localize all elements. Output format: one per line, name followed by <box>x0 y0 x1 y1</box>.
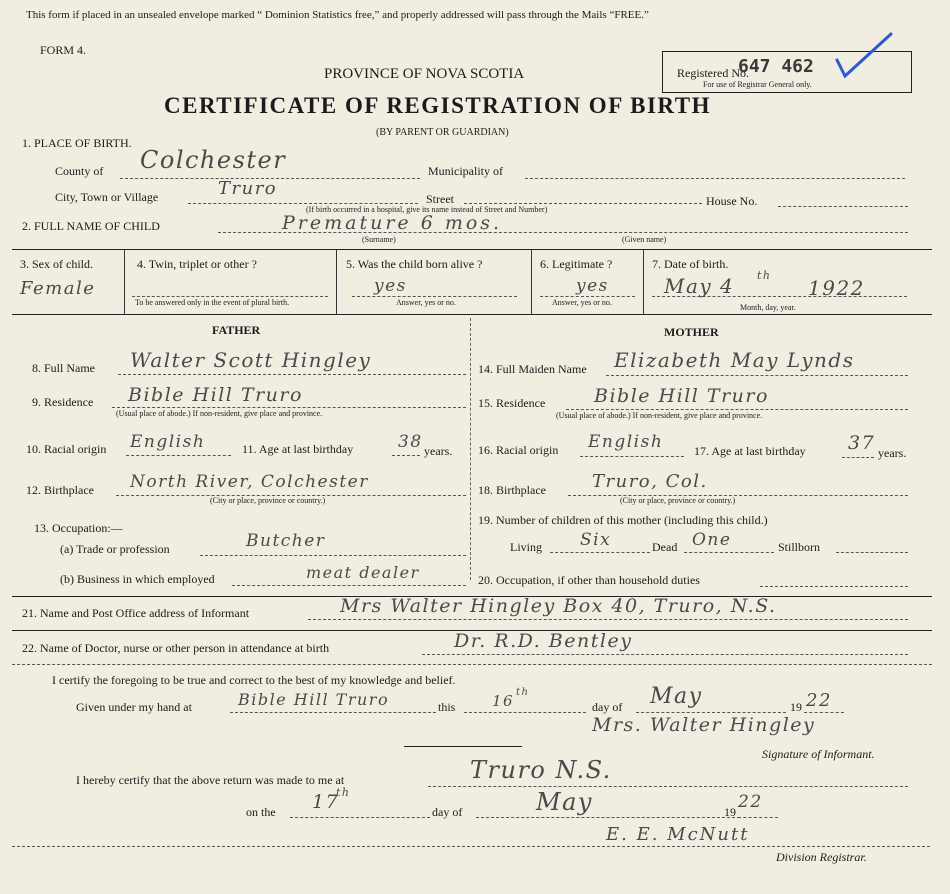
father-residence-label: 9. Residence <box>32 395 94 409</box>
given-place-value: Bible Hill Truro <box>238 690 390 709</box>
mother-age-value: 37 <box>848 432 876 454</box>
mother-residence-note: (Usual place of abode.) If non-resident, give place and province. <box>556 411 763 420</box>
house-label: House No. <box>706 194 758 208</box>
stillborn-line <box>836 552 908 553</box>
mother-birthplace-label: 18. Birthplace <box>478 483 546 497</box>
business-value: meat dealer <box>306 563 420 582</box>
row-divider <box>12 314 932 315</box>
mother-heading: MOTHER <box>664 325 719 339</box>
trade-value: Butcher <box>246 531 326 551</box>
municipality-line <box>525 178 905 179</box>
doctor-line <box>422 654 908 655</box>
given-place-line <box>230 712 436 713</box>
street-note: (If birth occurred in a hospital, give its name instead of Street and Number) <box>306 205 548 214</box>
place-of-birth-label: 1. PLACE OF BIRTH. <box>22 136 132 150</box>
mail-notice: This form if placed in an unsealed envelope marked “ Dominion Statistics free,” and properly addressed will pass through the Mails “FREE.” <box>26 9 649 21</box>
registrar-day-line <box>290 817 430 818</box>
col-divider <box>643 249 644 314</box>
given-year-value: 22 <box>806 690 832 711</box>
registrar-statement: I hereby certify that the above return was made to me at <box>76 773 345 787</box>
informant-line <box>308 619 908 620</box>
mother-residence-label: 15. Residence <box>478 396 546 410</box>
mother-racial-label: 16. Racial origin <box>478 443 559 457</box>
doctor-label: 22. Name of Doctor, nurse or other person in attendance at birth <box>22 641 330 655</box>
twin-label: 4. Twin, triplet or other ? <box>137 257 257 271</box>
dead-line <box>684 552 774 553</box>
mother-racial-value: English <box>588 432 664 452</box>
registrar-signature-line <box>12 846 930 847</box>
parents-divider <box>470 318 471 580</box>
registrar-day-value: 17 <box>312 791 340 813</box>
business-line <box>232 585 466 586</box>
father-residence-line <box>112 407 466 408</box>
registrar-year-prefix: 19 <box>724 805 736 819</box>
legitimate-line <box>540 296 635 297</box>
given-name-note: (Given name) <box>622 235 667 244</box>
alive-note: Answer, yes or no. <box>396 298 456 307</box>
given-day-line <box>464 712 586 713</box>
legitimate-label: 6. Legitimate ? <box>540 257 613 271</box>
form-number: FORM 4. <box>40 43 87 57</box>
alive-value: yes <box>374 276 407 296</box>
given-label: Given under my hand at <box>76 700 192 714</box>
registrar-place-line <box>428 786 908 787</box>
father-age-line <box>392 455 420 456</box>
given-day-of-label: day of <box>592 700 623 714</box>
registrar-signature-label: Division Registrar. <box>776 850 867 864</box>
registrar-month-value: May <box>536 788 593 816</box>
father-birthplace-note: (City or place, province or country.) <box>210 496 326 505</box>
registrar-place-value: Truro N.S. <box>470 756 612 784</box>
father-name-label: 8. Full Name <box>32 361 95 375</box>
father-years-label: years. <box>424 444 453 458</box>
doctor-value: Dr. R.D. Bentley <box>454 630 633 652</box>
father-residence-note: (Usual place of abode.) If non-resident, give place and province. <box>116 409 323 418</box>
trade-label: (a) Trade or profession <box>60 542 170 556</box>
certificate-subtitle: (BY PARENT OR GUARDIAN) <box>376 127 509 138</box>
registered-number-box <box>662 51 912 93</box>
registrar-day-suffix: th <box>336 786 351 799</box>
registrar-month-line <box>476 817 740 818</box>
province-heading: PROVINCE OF NOVA SCOTIA <box>324 66 525 82</box>
mother-birthplace-line <box>568 495 908 496</box>
mother-racial-line <box>580 456 684 457</box>
father-age-label: 11. Age at last birthday <box>242 442 354 456</box>
occupation-label: 13. Occupation:— <box>34 521 123 535</box>
father-heading: FATHER <box>212 323 261 337</box>
mother-age-line <box>842 457 874 458</box>
street-label: Street <box>426 192 454 206</box>
father-racial-label: 10. Racial origin <box>26 442 107 456</box>
registered-number: 647 462 <box>738 56 814 77</box>
informant-signature: Mrs. Walter Hingley <box>592 714 816 736</box>
mother-occupation-label: 20. Occupation, if other than household duties <box>478 573 700 587</box>
registrar-on-label: on the <box>246 805 276 819</box>
surname-note: (Surname) <box>362 235 396 244</box>
father-age-value: 38 <box>398 432 423 452</box>
given-day-value: 16 <box>492 692 515 710</box>
father-birthplace-value: North River, Colchester <box>130 472 369 492</box>
separator-line <box>404 746 522 747</box>
father-racial-line <box>126 455 231 456</box>
this-label: this <box>438 700 456 714</box>
living-label: Living <box>510 540 542 554</box>
date-of-birth-year: 1922 <box>808 276 865 300</box>
alive-line <box>352 296 517 297</box>
child-name-label: 2. FULL NAME OF CHILD <box>22 219 160 233</box>
certificate-title: CERTIFICATE OF REGISTRATION OF BIRTH <box>164 93 711 118</box>
father-residence-value: Bible Hill Truro <box>128 384 303 406</box>
mother-birthplace-note: (City or place, province or country.) <box>620 496 736 505</box>
registrar-signature: E. E. McNutt <box>606 824 750 845</box>
twin-note: To be answered only in the event of plural birth. <box>135 298 290 307</box>
date-of-birth-month: May 4 <box>664 274 735 298</box>
mother-occupation-line <box>760 586 908 587</box>
alive-label: 5. Was the child born alive ? <box>346 257 483 271</box>
row-divider <box>12 664 932 665</box>
father-racial-value: English <box>130 432 206 452</box>
street-line <box>464 203 702 204</box>
living-line <box>550 552 650 553</box>
sex-label: 3. Sex of child. <box>20 257 93 271</box>
registrar-day-of-label: day of <box>432 805 463 819</box>
living-value: Six <box>580 530 612 550</box>
mother-name-line <box>606 375 908 376</box>
legitimate-value: yes <box>576 276 609 296</box>
child-name-value: Premature 6 mos. <box>282 212 503 234</box>
business-label: (b) Business in which employed <box>60 572 215 586</box>
city-label: City, Town or Village <box>55 190 159 204</box>
mother-name-label: 14. Full Maiden Name <box>478 362 587 376</box>
date-of-birth-label: 7. Date of birth. <box>652 257 729 271</box>
children-count-label: 19. Number of children of this mother (including this child.) <box>478 513 768 527</box>
col-divider <box>531 249 532 314</box>
mother-name-value: Elizabeth May Lynds <box>614 348 855 372</box>
col-divider <box>336 249 337 314</box>
municipality-label: Municipality of <box>428 164 503 178</box>
row-divider <box>12 249 932 250</box>
father-name-line <box>118 374 466 375</box>
house-line <box>778 206 908 207</box>
certify-statement: I certify the foregoing to be true and correct to the best of my knowledge and belief. <box>52 673 456 687</box>
mother-residence-line <box>566 409 908 410</box>
mother-age-label: 17. Age at last birthday <box>694 444 806 458</box>
informant-signature-label: Signature of Informant. <box>762 747 875 761</box>
informant-label: 21. Name and Post Office address of Informant <box>22 606 250 620</box>
dead-label: Dead <box>652 540 678 554</box>
legitimate-note: Answer, yes or no. <box>552 298 612 307</box>
registrar-year-line <box>738 817 778 818</box>
col-divider <box>124 249 125 314</box>
father-name-value: Walter Scott Hingley <box>130 348 372 372</box>
father-birthplace-label: 12. Birthplace <box>26 483 94 497</box>
given-year-prefix: 19 <box>790 700 802 714</box>
mother-residence-value: Bible Hill Truro <box>594 385 769 407</box>
registered-label: Registered No. <box>677 66 749 80</box>
city-value: Truro <box>218 178 278 199</box>
given-month-line <box>636 712 786 713</box>
mother-birthplace-value: Truro, Col. <box>592 471 708 492</box>
mother-years-label: years. <box>878 446 907 460</box>
given-year-line <box>804 712 844 713</box>
informant-value: Mrs Walter Hingley Box 40, Truro, N.S. <box>340 595 777 617</box>
registrar-year-value: 22 <box>738 792 763 812</box>
registrar-use-note: For use of Registrar General only. <box>703 80 812 89</box>
date-of-birth-suffix: th <box>757 269 772 282</box>
dead-value: One <box>692 530 732 550</box>
county-label: County of <box>55 164 104 178</box>
check-mark-icon <box>831 30 895 80</box>
sex-value: Female <box>20 278 96 299</box>
date-of-birth-note: Month, day, year. <box>740 303 796 312</box>
county-value: Colchester <box>140 146 287 174</box>
city-line <box>188 203 418 204</box>
given-day-suffix: th <box>516 687 530 698</box>
trade-line <box>200 555 466 556</box>
twin-line <box>132 296 328 297</box>
given-month-value: May <box>650 684 703 709</box>
stillborn-label: Stillborn <box>778 540 821 554</box>
